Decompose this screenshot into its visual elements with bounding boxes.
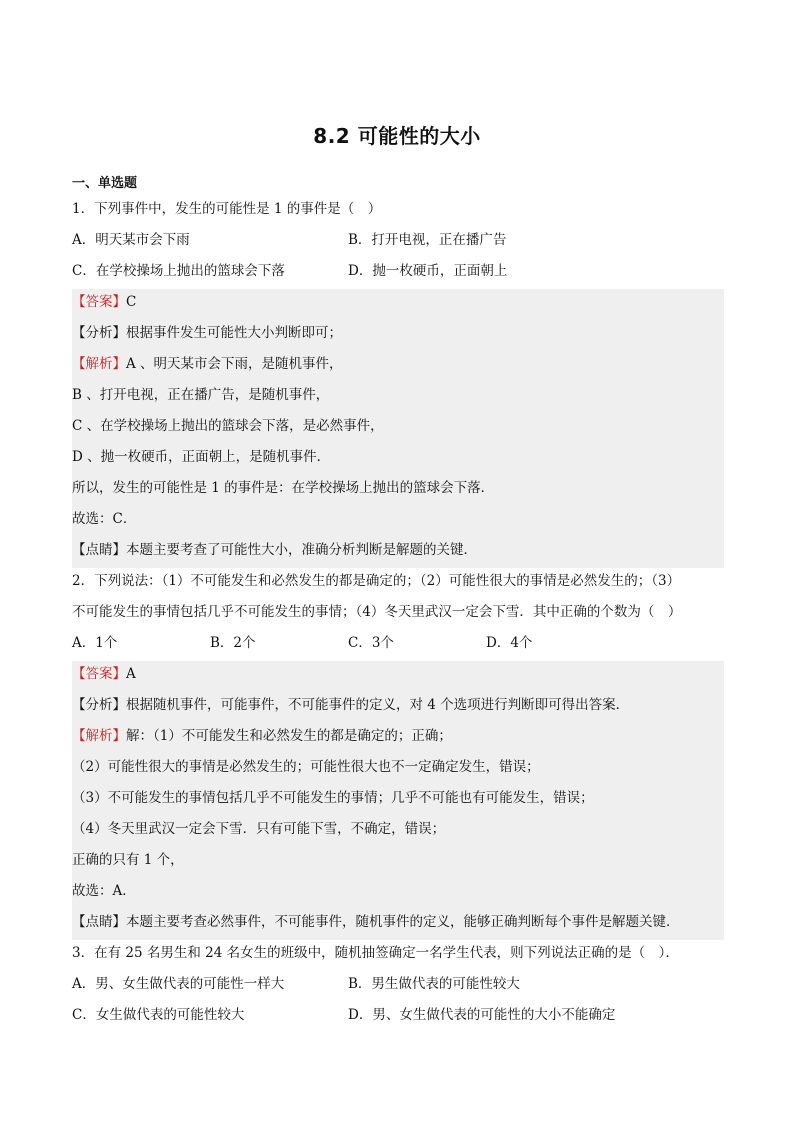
- question-list: [72, 196, 724, 1033]
- q1-option-d: D．抛一枚硬币，正面朝上: [348, 263, 508, 279]
- q2-stem-line2: 不可能发生的事情包括几乎不可能发生的事情；（4）冬天里武汉一定会下雪．其中正确的个数为（ ）: [72, 604, 682, 620]
- q2-jiexi-tag: 【解析】: [72, 728, 126, 744]
- q2-option-a: A．1个: [72, 635, 118, 651]
- q1-option-b: B．打开电视，正在播广告: [348, 232, 507, 248]
- q2-answer-tag: 【答案】: [72, 666, 126, 682]
- q2-jiexi-line: 故选：A．: [72, 878, 724, 909]
- q2-jiexi-line: （3）不可能发生的事情包括几乎不可能发生的事情；几乎不可能也有可能发生，错误；: [72, 785, 724, 816]
- q2-jiexi-line: 正确的只有 1 个，: [72, 847, 724, 878]
- q2-stem-line1: 2．下列说法：（1）不可能发生和必然发生的都是确定的；（2）可能性很大的事情是必然发生的；（3）: [72, 573, 681, 589]
- q1-jiexi-line: 故选：C．: [72, 506, 724, 537]
- q1-answer-tag: 【答案】: [72, 294, 126, 310]
- q3-option-c: C．女生做代表的可能性较大: [72, 1007, 245, 1023]
- q3-option-d: D．男、女生做代表的可能性的大小不能确定: [348, 1007, 616, 1023]
- q1-option-a: A．明天某市会下雨: [72, 232, 190, 248]
- q2-analysis: 【分析】根据随机事件，可能事件，不可能事件的定义，对 4 个选项进行判断即可得出答案．: [72, 692, 724, 723]
- q2-answer: [72, 661, 724, 692]
- q1-options-row1: [72, 227, 724, 258]
- q1-comment: 【点睛】本题主要考查了可能性大小，准确分析判断是解题的关键．: [72, 537, 724, 568]
- q1-jiexi-text: A 、明天某市会下雨，是随机事件，: [126, 356, 343, 372]
- q2-jiexi-line: [72, 723, 724, 754]
- q2-option-b: B．2个: [210, 635, 256, 651]
- q2-answer-value: A: [126, 666, 136, 682]
- q3-options-row1: [72, 971, 724, 1002]
- q2-jiexi-line: （2）可能性很大的事情是必然发生的；可能性很大也不一定确定发生，错误；: [72, 754, 724, 785]
- q1-stem: 1．下列事件中，发生的可能性是 1 的事件是（ ）: [72, 201, 382, 217]
- q1-jiexi-line: B 、打开电视，正在播广告，是随机事件，: [72, 382, 724, 413]
- q1-jiexi-line: 所以，发生的可能性是 1 的事件是：在学校操场上抛出的篮球会下落．: [72, 475, 724, 506]
- q1-jiexi-line: D 、抛一枚硬币，正面朝上，是随机事件．: [72, 444, 724, 475]
- q1-answer: [72, 289, 724, 320]
- q2-options-row: [72, 630, 724, 661]
- q2-jiexi-line: （4）冬天里武汉一定会下雪．只有可能下雪，不确定，错误；: [72, 816, 724, 847]
- q3-options-row2: [72, 1002, 724, 1033]
- section-heading: 一、单选题: [72, 176, 138, 191]
- q2-comment: 【点睛】本题主要考查必然事件，不可能事件，随机事件的定义，能够正确判断每个事件是解题关键．: [72, 909, 724, 940]
- q1-answer-value: C: [126, 294, 137, 310]
- q2-option-c: C．3个: [348, 635, 394, 651]
- q1-options-row2: [72, 258, 724, 289]
- q3-stem: 3．在有 25 名男生和 24 名女生的班级中，随机抽签确定一名学生代表，则下列说法正确的是（ ）．: [72, 945, 679, 961]
- q3-option-a: A．男、女生做代表的可能性一样大: [72, 976, 285, 992]
- q1-option-c: C．在学校操场上抛出的篮球会下落: [72, 263, 285, 279]
- q2-option-d: D．4个: [486, 635, 533, 651]
- q1-jiexi-tag: 【解析】: [72, 356, 126, 372]
- page-title: 8.2 可能性的大小: [313, 124, 481, 148]
- q3-option-b: B．男生做代表的可能性较大: [348, 976, 520, 992]
- q1-jiexi-line: C 、在学校操场上抛出的篮球会下落，是必然事件，: [72, 413, 724, 444]
- q1-analysis: 【分析】根据事件发生可能性大小判断即可；: [72, 320, 724, 351]
- q2-jiexi-text: 解：（1）不可能发生和必然发生的都是确定的；正确；: [126, 728, 452, 744]
- q1-jiexi-line: [72, 351, 724, 382]
